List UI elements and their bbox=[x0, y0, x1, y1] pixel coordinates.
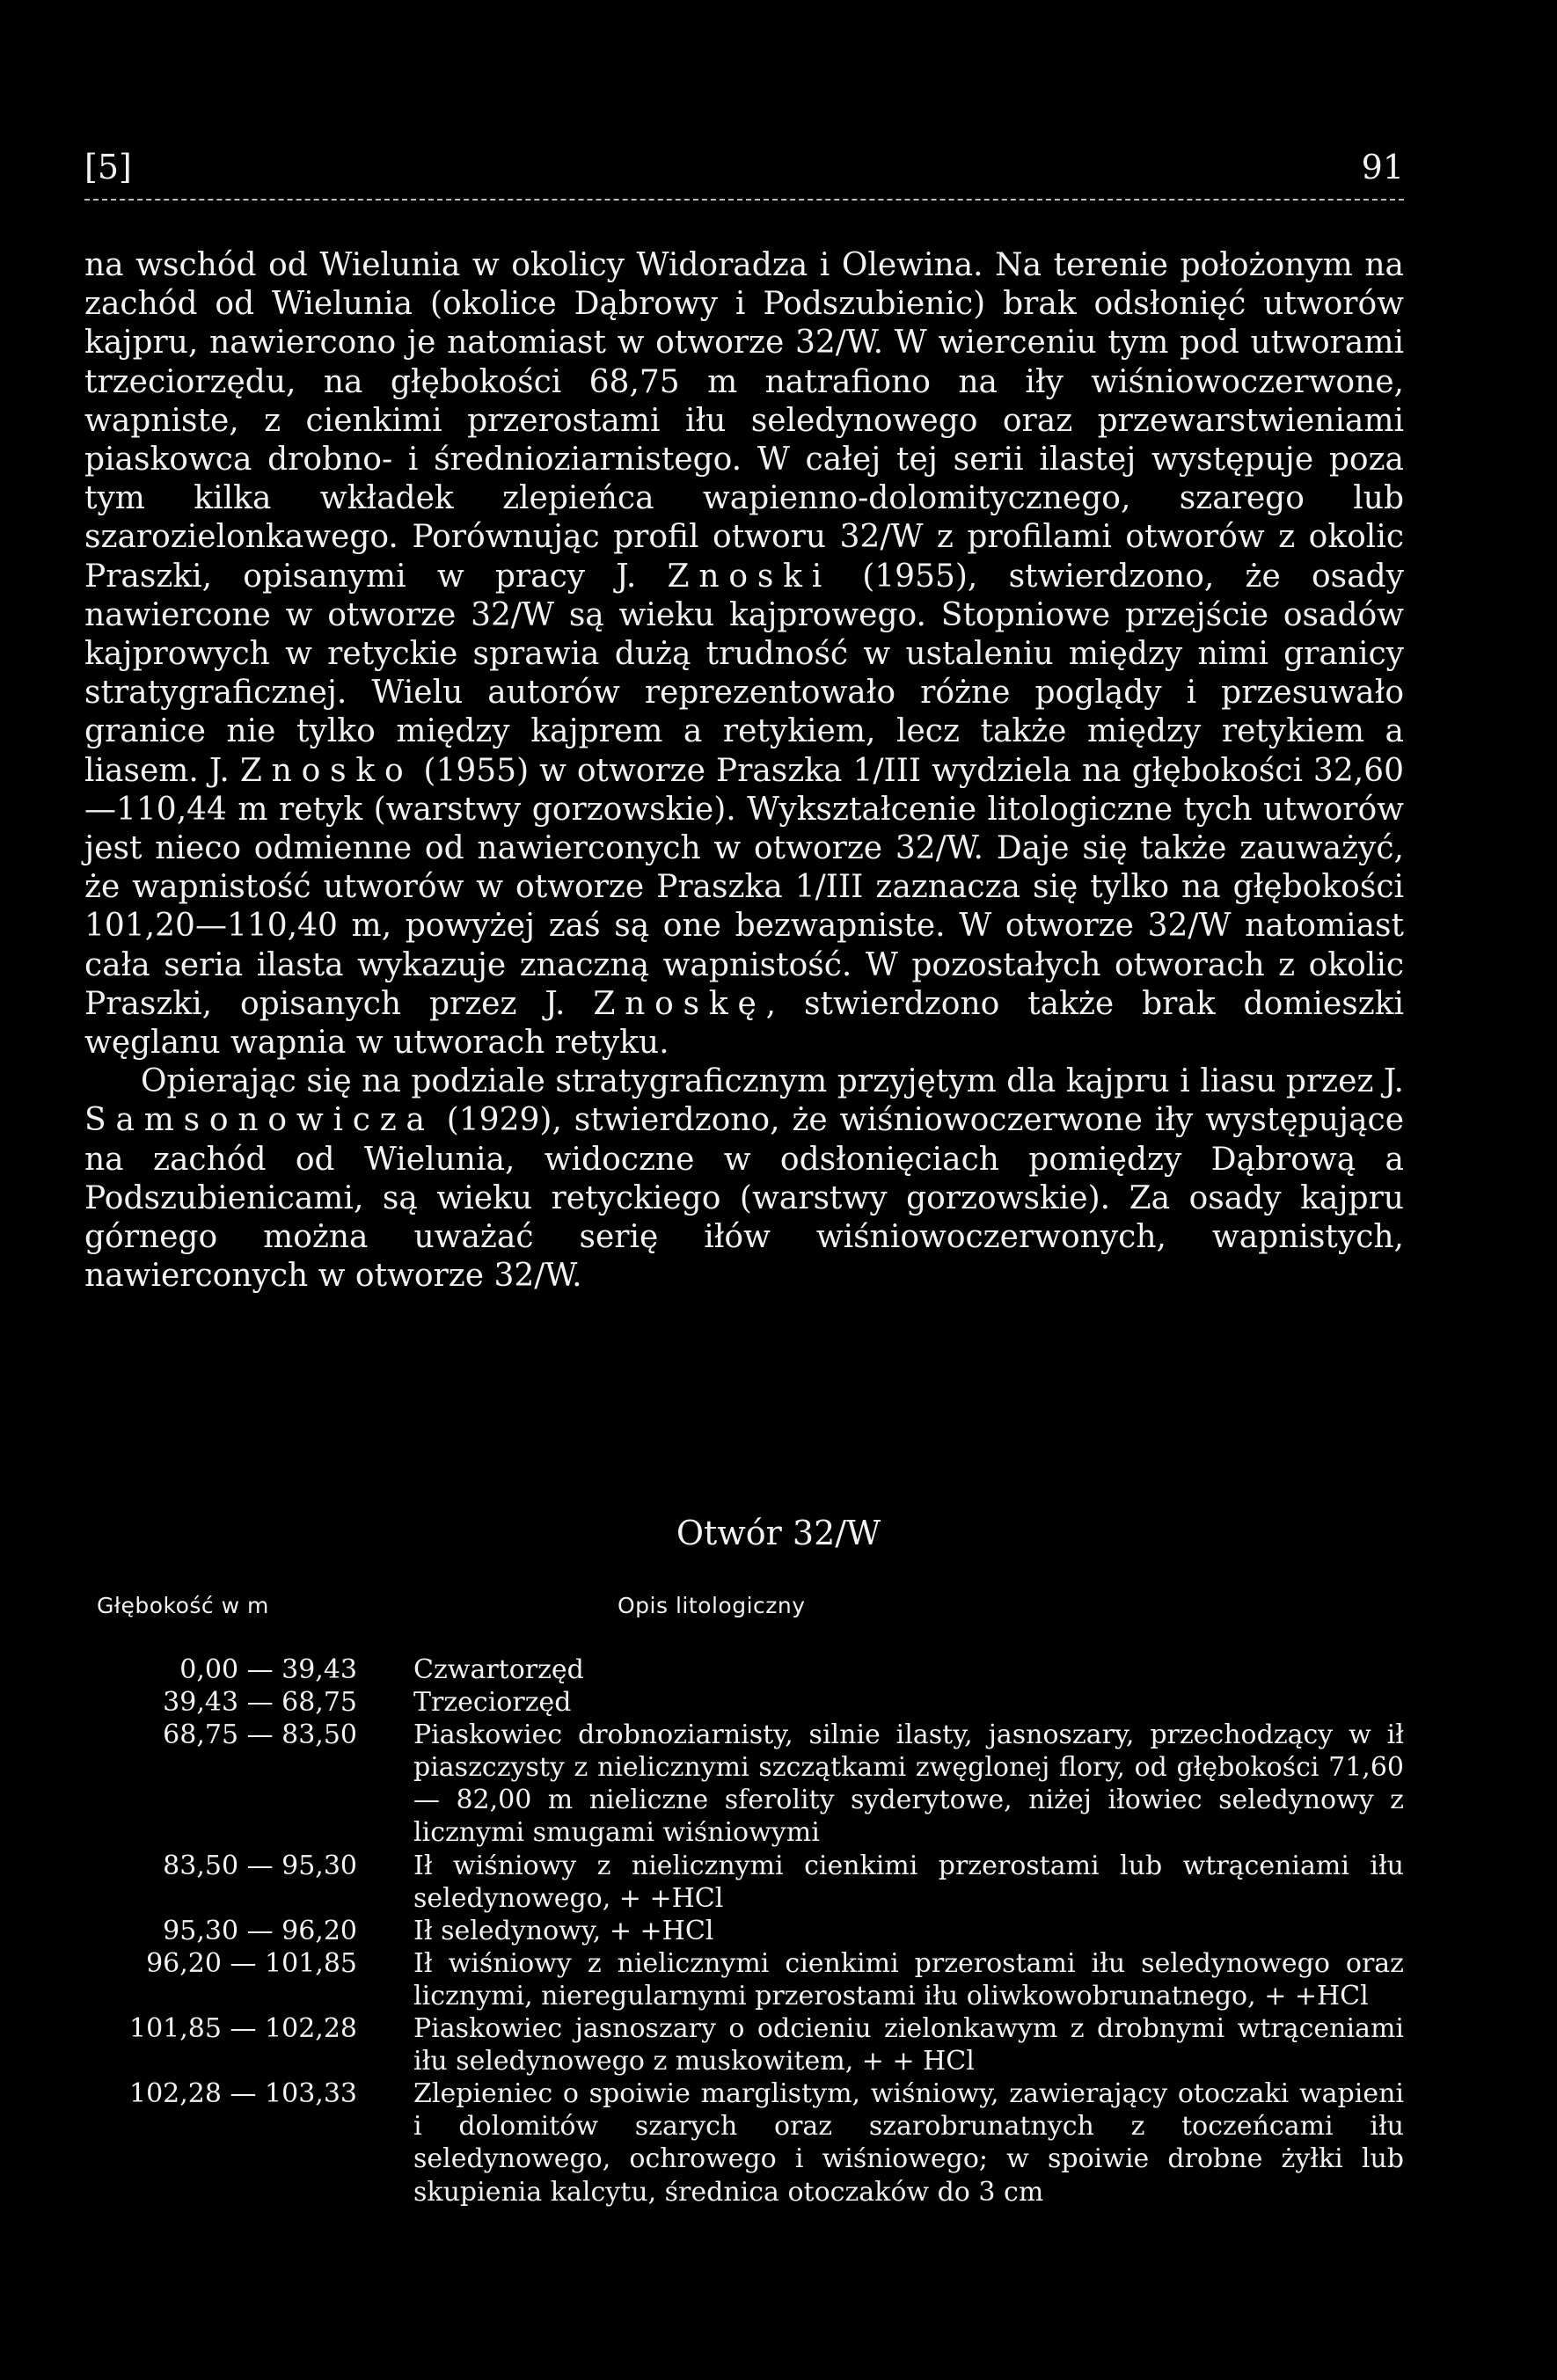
table-row bbox=[84, 1850, 1404, 1915]
body-text bbox=[84, 246, 1404, 1296]
lithology-description bbox=[413, 1947, 1404, 2012]
lithology-description bbox=[413, 1719, 1404, 1849]
lithology-description bbox=[413, 1686, 1404, 1719]
depth-range: 96,20 — 101,85 bbox=[146, 1947, 357, 1979]
description-text: Ił wiśniowy z nielicznymi cienkimi przerostami iłu seledynowego oraz licznymi, nieregularnymi przerostami iłu oliwkowobrunatnego, + +HCl bbox=[413, 1947, 1404, 2011]
page-header bbox=[84, 141, 1404, 193]
depth-range: 39,43 — 68,75 bbox=[163, 1687, 357, 1719]
table-title: Otwór 32/W bbox=[676, 1514, 881, 1552]
header-rule bbox=[84, 199, 1404, 201]
table-row bbox=[84, 1654, 1404, 1686]
text-run: Opierając się na podziale stratygraficznym przyjętym dla kajpru i liasu przez J. bbox=[141, 1063, 1404, 1100]
lithology-description bbox=[413, 2012, 1404, 2077]
author-name: Znosko bbox=[239, 752, 413, 789]
depth-range: 0,00 — 39,43 bbox=[179, 1654, 357, 1685]
lithology-description bbox=[413, 1850, 1404, 1915]
description-text: Ił wiśniowy z nielicznymi cienkimi przerostami lub wtrąceniami iłu seledynowego, + +HCl bbox=[413, 1850, 1404, 1914]
depth-range: 95,30 — 96,20 bbox=[163, 1915, 357, 1946]
depth-range: 101,85 — 102,28 bbox=[128, 2013, 357, 2045]
text-run: , stwierdzono także brak domieszki węglanu wapnia w utworach retyku. bbox=[84, 985, 1404, 1062]
table-row bbox=[84, 1719, 1404, 1849]
description-text: Ił seledynowy, + +HCl bbox=[413, 1915, 714, 1946]
page-number: 91 bbox=[1361, 148, 1404, 186]
author-name: Znoskę bbox=[593, 985, 766, 1022]
table-row bbox=[84, 1947, 1404, 2012]
table-row bbox=[84, 1686, 1404, 1719]
table-column-headers bbox=[84, 1588, 1404, 1624]
text-run: na wschód od Wielunia w okolicy Widoradza i Olewina. Na terenie położonym na zachód od Wielunia (okolice Dąbrowy i Podszubienic) brak odsłonięć utworów kajpru, nawiercono je natomiast w otworze 32/W. W wierceniu tym pod utworami trzeciorzędu, na głębokości 68,75 m natrafiono na iły wiśniowoczerwone, wapniste, z cienkimi przerostami iłu seledynowego oraz przewarstwieniami piaskowca drobno- i średnioziarnistego. W całej tej serii ilastej występuje poza tym kilka wkładek zlepieńca wapienno-dolomitycznego, szarego lub szarozielonkawego. Porównując profil otworu 32/W z profilami otworów z okolic Praszki, opisanymi w pracy J. bbox=[84, 247, 1404, 595]
paragraph-1 bbox=[84, 246, 1404, 1062]
lithology-description bbox=[413, 2077, 1404, 2208]
description-text: Piaskowiec jasnoszary o odcieniu zielonkawym z drobnymi wtrąceniami iłu seledynowego z muskowitem, + + HCl bbox=[413, 2013, 1404, 2077]
description-text: Zlepieniec o spoiwie marglistym, wiśniowy, zawierający otoczaki wapieni i dolomitów szarych oraz szarobrunatnych z toczeńcami iłu seledynowego, ochrowego i wiśniowego; w spoiwie drobne żyłki lub skupienia kalcytu, średnica otoczaków do 3 cm bbox=[413, 2078, 1404, 2208]
depth-range: 83,50 — 95,30 bbox=[163, 1850, 357, 1881]
table-row bbox=[84, 2077, 1404, 2208]
lithology-description bbox=[413, 1915, 1404, 1947]
table-row bbox=[84, 2012, 1404, 2077]
text-run: (1955), stwierdzono, że osady nawiercone w otworze 32/W są wieku kajprowego. Stopniowe przejście osadów kajprowych w retyckie sprawia dużą trudność w ustaleniu między nimi granicy stratygraficznej. Wielu autorów reprezentowało różne poglądy i przesuwało granice nie tylko między kajprem a retykiem, lecz także między retykiem a liasem. J. bbox=[84, 558, 1404, 789]
author-name: Znoski bbox=[667, 558, 832, 595]
description-text: Trzeciorzęd bbox=[413, 1687, 572, 1719]
text-run: (1929), stwierdzono, że wiśniowoczerwone iły występujące na zachód od Wielunia, widoczne w odsłonięciach pomiędzy Dąbrową a Podszubienicami, są wieku retyckiego (warstwy gorzowskie). Za osady kajpru górnego można uważać serię iłów wiśniowoczerwonych, wapnistych, nawierconych w otworze 32/W. bbox=[84, 1102, 1404, 1295]
table-row bbox=[84, 1915, 1404, 1947]
text-run: (1955) w otworze Praszka 1/III wydziela na głębokości 32,60—110,44 m retyk (warstwy gorzowskie). Wykształcenie litologiczne tych utworów jest nieco odmienne od nawierconych w otworze 32/W. Daje się także zauważyć, że wapnistość utworów w otworze Praszka 1/III zaznacza się tylko na głębokości 101,20—110,40 m, powyżej zaś są one bezwapniste. W otworze 32/W natomiast cała seria ilasta wykazuje znaczną wapnistość. W pozostałych otworach z okolic Praszki, opisanych przez J. bbox=[84, 752, 1404, 1022]
column-header-description: Opis litologiczny bbox=[618, 1593, 806, 1618]
column-header-depth: Głębokość w m bbox=[97, 1593, 269, 1618]
page-reference: [5] bbox=[84, 148, 132, 186]
paragraph-2 bbox=[84, 1062, 1404, 1296]
depth-range: 68,75 — 83,50 bbox=[163, 1719, 357, 1751]
lithology-description bbox=[413, 1654, 1404, 1686]
description-text: Czwartorzęd bbox=[413, 1654, 584, 1685]
depth-range: 102,28 — 103,33 bbox=[128, 2078, 357, 2110]
strata-table bbox=[84, 1654, 1404, 2208]
description-text: Piaskowiec drobnoziarnisty, silnie ilasty, jasnoszary, przechodzący w ił piaszczysty z nielicznymi szczątkami zwęglonej flory, od głębokości 71,60 — 82,00 m nieliczne sferolity syderytowe, niżej iłowiec seledynowy z licznymi smugami wiśniowymi bbox=[413, 1719, 1404, 1849]
author-name: Samsonowicza bbox=[84, 1102, 435, 1139]
